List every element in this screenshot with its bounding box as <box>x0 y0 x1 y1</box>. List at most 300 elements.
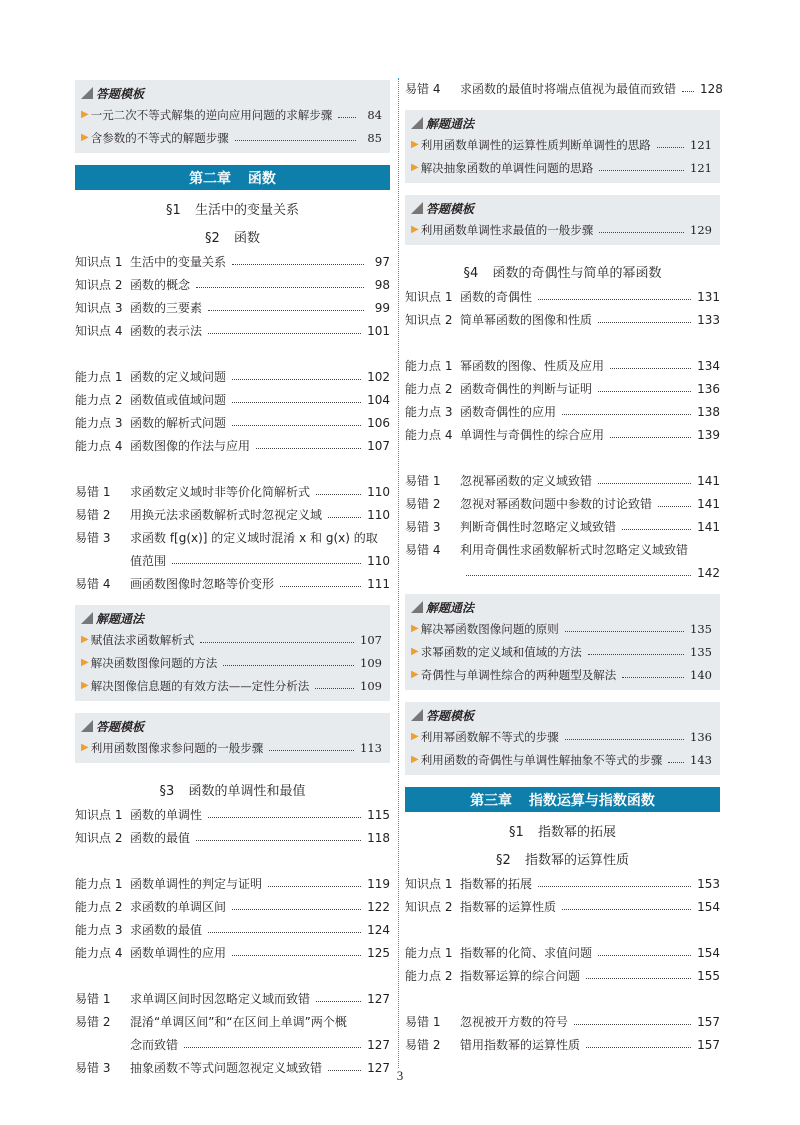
box-item-page: 109 <box>360 678 382 693</box>
entry-title: 函数的单调性 <box>130 808 203 822</box>
box-heading <box>81 716 382 736</box>
toc-entry[interactable] <box>405 941 720 964</box>
triangle-bullet-icon: ▶ <box>81 109 89 120</box>
entry-title: 单调性与奇偶性的综合应用 <box>460 428 605 442</box>
entry-page: 98 <box>374 277 390 292</box>
dot-leader <box>565 739 684 740</box>
entry-label: 能力点 3 <box>75 416 123 430</box>
method-box <box>75 605 390 701</box>
toc-entry-continuation[interactable] <box>405 561 720 584</box>
box-heading <box>81 608 382 628</box>
box-item-page: 121 <box>690 160 712 175</box>
dot-leader <box>338 117 356 118</box>
toc-entry[interactable] <box>405 469 720 492</box>
box-item[interactable] <box>81 126 382 149</box>
entry-label: 易错 1 <box>75 485 111 499</box>
dot-leader <box>598 322 691 323</box>
entry-label: 易错 2 <box>405 1038 441 1052</box>
corner-triangle-icon <box>81 720 93 732</box>
entry-title: 求函数的最值时将端点值视为最值而致错 <box>460 82 677 96</box>
dot-leader <box>268 886 361 887</box>
box-item-title: 利用函数单调性的运算性质判断单调性的思路 <box>420 137 651 152</box>
box-item-title: 利用函数图像求参问题的一般步骤 <box>90 740 264 755</box>
dot-leader <box>269 750 354 751</box>
dot-leader <box>208 310 364 311</box>
dot-leader <box>610 368 691 369</box>
toc-entry[interactable] <box>75 987 390 1010</box>
method-box <box>75 713 390 763</box>
triangle-bullet-icon: ▶ <box>411 623 419 634</box>
toc-entry[interactable] <box>405 308 720 331</box>
toc-entry[interactable] <box>75 273 390 296</box>
box-item[interactable] <box>411 640 712 663</box>
toc-entry[interactable] <box>405 895 720 918</box>
triangle-bullet-icon: ▶ <box>81 742 89 753</box>
entry-page: 141 <box>697 473 720 488</box>
entry-page: 139 <box>697 427 720 442</box>
spacer <box>405 331 720 354</box>
entry-label: 知识点 4 <box>75 324 123 338</box>
entry-label: 易错 1 <box>75 992 111 1006</box>
entry-label: 易错 3 <box>75 1061 111 1075</box>
dot-leader <box>599 232 684 233</box>
entry-page: 127 <box>367 991 390 1006</box>
entry-title: 函数奇偶性的应用 <box>460 405 557 419</box>
toc-entry-continuation[interactable] <box>75 1033 390 1056</box>
entry-title: 指数幂运算的综合问题 <box>460 969 581 983</box>
box-item-title: 解决函数图像问题的方法 <box>90 655 218 670</box>
box-item-page: 107 <box>360 632 382 647</box>
dot-leader <box>196 287 364 288</box>
dot-leader <box>256 448 361 449</box>
toc-entry[interactable] <box>405 1010 720 1033</box>
entry-label: 能力点 1 <box>75 877 123 891</box>
triangle-bullet-icon: ▶ <box>411 139 419 150</box>
dot-leader <box>232 379 361 380</box>
toc-entry[interactable] <box>75 895 390 918</box>
toc-entry[interactable] <box>405 354 720 377</box>
entry-title: 函数的奇偶性 <box>460 290 533 304</box>
box-heading-text: 答题模板 <box>96 86 145 101</box>
dot-leader <box>562 414 691 415</box>
entry-title: 函数的表示法 <box>130 324 203 338</box>
toc-entry[interactable] <box>405 964 720 987</box>
entry-page: 155 <box>697 968 720 983</box>
spacer <box>75 964 390 987</box>
box-item-page: 136 <box>690 729 712 744</box>
dot-leader <box>598 391 691 392</box>
toc-entry[interactable] <box>405 492 720 515</box>
box-item-page: 113 <box>360 740 382 755</box>
entry-title: 函数的概念 <box>130 278 191 292</box>
method-box <box>405 110 720 183</box>
entry-title: 函数的三要素 <box>130 301 203 315</box>
entry-page: 111 <box>367 576 390 591</box>
section-heading[interactable]: §4 函数的奇偶性与简单的幂函数 <box>463 265 662 281</box>
entry-label: 能力点 2 <box>405 382 453 396</box>
entry-label: 易错 4 <box>75 577 111 591</box>
column-divider <box>398 78 399 1068</box>
triangle-bullet-icon: ▶ <box>81 132 89 143</box>
dot-leader <box>208 333 361 334</box>
entry-page: 107 <box>367 438 390 453</box>
section-heading[interactable]: §2 函数 <box>205 230 260 246</box>
dot-leader <box>682 91 694 92</box>
box-item-title: 含参数的不等式的解题步骤 <box>90 130 229 145</box>
chapter-title-bar[interactable]: 第二章 函数 <box>75 165 390 190</box>
entry-title: 忽视对幂函数问题中参数的讨论致错 <box>460 497 653 511</box>
section-heading[interactable]: §1 生活中的变量关系 <box>166 202 299 218</box>
section-heading[interactable]: §2 指数幂的运算性质 <box>496 852 629 868</box>
method-box <box>75 80 390 153</box>
spacer <box>405 987 720 1010</box>
spacer <box>75 849 390 872</box>
entry-title: 函数值或值域问题 <box>130 393 227 407</box>
dot-leader <box>208 932 361 933</box>
entry-title: 简单幂函数的图像和性质 <box>460 313 593 327</box>
box-item-page: 84 <box>367 107 382 122</box>
box-item-title: 解决幂函数图像问题的原则 <box>420 621 559 636</box>
box-item-page: 109 <box>360 655 382 670</box>
entry-label: 能力点 1 <box>405 946 453 960</box>
box-item-title: 利用函数的奇偶性与单调性解抽象不等式的步骤 <box>420 752 663 767</box>
triangle-bullet-icon: ▶ <box>411 162 419 173</box>
method-box <box>405 702 720 775</box>
entry-page: 133 <box>697 312 720 327</box>
dot-leader <box>200 642 354 643</box>
entry-title: 指数幂的拓展 <box>460 877 533 891</box>
box-item-title: 奇偶性与单调性综合的两种题型及解法 <box>420 667 617 682</box>
entry-label: 能力点 4 <box>75 439 123 453</box>
entry-page: 153 <box>697 876 720 891</box>
entry-title: 函数单调性的判定与证明 <box>130 877 263 891</box>
entry-label: 知识点 1 <box>75 255 123 269</box>
dot-leader <box>208 817 361 818</box>
entry-page: 136 <box>697 381 720 396</box>
entry-page: 104 <box>367 392 390 407</box>
entry-title: 求函数 f[g(x)] 的定义域时混淆 x 和 g(x) 的取 <box>130 531 378 545</box>
corner-triangle-icon <box>411 202 423 214</box>
entry-label: 能力点 2 <box>75 393 123 407</box>
box-heading-text: 答题模板 <box>426 708 475 723</box>
toc-entry[interactable] <box>75 918 390 941</box>
toc-entry[interactable] <box>75 941 390 964</box>
box-item-title: 利用幂函数解不等式的步骤 <box>420 729 559 744</box>
toc-entry[interactable] <box>75 1010 390 1033</box>
dot-leader <box>538 299 691 300</box>
dot-leader <box>565 631 684 632</box>
entry-page: 142 <box>697 565 720 580</box>
entry-page: 157 <box>697 1037 720 1052</box>
entry-title: 函数的解析式问题 <box>130 416 227 430</box>
dot-leader <box>538 886 691 887</box>
entry-title: 函数的最值 <box>130 831 191 845</box>
entry-label: 易错 2 <box>75 508 111 522</box>
dot-leader <box>562 909 691 910</box>
entry-title: 函数单调性的应用 <box>130 946 227 960</box>
entry-title: 函数奇偶性的判断与证明 <box>460 382 593 396</box>
entry-page: 154 <box>697 899 720 914</box>
triangle-bullet-icon: ▶ <box>411 224 419 235</box>
section-heading[interactable]: §3 函数的单调性和最值 <box>159 783 306 799</box>
box-item-page: 85 <box>367 130 382 145</box>
entry-label: 知识点 2 <box>405 900 453 914</box>
box-heading <box>411 597 712 617</box>
entry-label: 能力点 1 <box>75 370 123 384</box>
box-item[interactable] <box>411 617 712 640</box>
box-item[interactable] <box>411 133 712 156</box>
toc-entry[interactable] <box>75 526 390 549</box>
box-heading <box>81 83 382 103</box>
entry-page: 128 <box>700 81 723 96</box>
toc-entry[interactable] <box>405 77 723 100</box>
dot-leader <box>328 517 361 518</box>
entry-label: 能力点 4 <box>405 428 453 442</box>
entry-label: 易错 3 <box>75 531 111 545</box>
box-item[interactable] <box>411 156 712 179</box>
entry-page: 101 <box>367 323 390 338</box>
dot-leader <box>610 437 691 438</box>
dot-leader <box>196 840 361 841</box>
entry-title: 利用奇偶性求函数解析式时忽略定义域致错 <box>460 543 689 557</box>
entry-title: 指数幂的化简、求值问题 <box>460 946 593 960</box>
entry-label: 知识点 2 <box>75 278 123 292</box>
entry-page: 102 <box>367 369 390 384</box>
entry-label: 易错 4 <box>405 82 441 96</box>
toc-entry[interactable] <box>75 388 390 411</box>
entry-title: 混淆“单调区间”和“在区间上单调”两个概 <box>130 1015 347 1029</box>
dot-leader <box>232 425 361 426</box>
box-heading-text: 解题通法 <box>426 600 475 615</box>
box-item[interactable] <box>411 218 712 241</box>
entry-label: 知识点 1 <box>75 808 123 822</box>
method-box <box>405 195 720 245</box>
spacer <box>405 446 720 469</box>
toc-entry[interactable] <box>405 872 720 895</box>
entry-label: 能力点 2 <box>405 969 453 983</box>
triangle-bullet-icon: ▶ <box>81 680 89 691</box>
box-item[interactable] <box>411 663 712 686</box>
dot-leader <box>235 140 356 141</box>
entry-title: 忽视幂函数的定义域致错 <box>460 474 593 488</box>
entry-page: 138 <box>697 404 720 419</box>
entry-page: 125 <box>367 945 390 960</box>
entry-page: 119 <box>367 876 390 891</box>
entry-page: 124 <box>367 922 390 937</box>
entry-label: 知识点 3 <box>75 301 123 315</box>
dot-leader <box>586 978 691 979</box>
spacer <box>75 342 390 365</box>
corner-triangle-icon <box>81 87 93 99</box>
box-heading-text: 答题模板 <box>96 719 145 734</box>
toc-entry[interactable] <box>405 1033 720 1056</box>
entry-page: 110 <box>367 507 390 522</box>
entry-page: 127 <box>367 1060 390 1075</box>
box-item[interactable] <box>81 103 382 126</box>
entry-label: 能力点 2 <box>75 900 123 914</box>
entry-page: 131 <box>697 289 720 304</box>
section-heading[interactable]: §1 指数幂的拓展 <box>509 824 616 840</box>
entry-page: 106 <box>367 415 390 430</box>
entry-label: 易错 3 <box>405 520 441 534</box>
triangle-bullet-icon: ▶ <box>411 646 419 657</box>
dot-leader <box>223 665 354 666</box>
dot-leader <box>599 170 684 171</box>
corner-triangle-icon <box>81 612 93 624</box>
entry-title: 幂函数的图像、性质及应用 <box>460 359 605 373</box>
entry-page: 134 <box>697 358 720 373</box>
dot-leader <box>172 563 361 564</box>
toc-entry[interactable] <box>75 250 390 273</box>
corner-triangle-icon <box>411 709 423 721</box>
toc-entry[interactable] <box>75 296 390 319</box>
toc-entry-continuation[interactable] <box>75 549 390 572</box>
toc-entry[interactable] <box>405 377 720 400</box>
entry-label: 易错 4 <box>405 543 441 557</box>
entry-label: 易错 2 <box>75 1015 111 1029</box>
spacer <box>405 918 720 941</box>
toc-entry[interactable] <box>75 572 390 595</box>
entry-page: 122 <box>367 899 390 914</box>
box-item[interactable] <box>81 736 382 759</box>
box-item-title: 求幂函数的定义域和值域的方法 <box>420 644 582 659</box>
box-item[interactable] <box>81 651 382 674</box>
toc-right-column <box>405 77 723 1056</box>
toc-entry[interactable] <box>75 872 390 895</box>
toc-entry[interactable] <box>75 365 390 388</box>
dot-leader <box>574 1024 691 1025</box>
triangle-bullet-icon: ▶ <box>411 754 419 765</box>
box-heading-text: 答题模板 <box>426 201 475 216</box>
corner-triangle-icon <box>411 117 423 129</box>
box-item-page: 135 <box>690 644 712 659</box>
entry-page: 141 <box>697 519 720 534</box>
entry-title: 函数的定义域问题 <box>130 370 227 384</box>
dot-leader <box>586 1047 691 1048</box>
entry-page: 115 <box>367 807 390 822</box>
entry-page: 118 <box>367 830 390 845</box>
entry-title: 求函数定义域时非等价化简解析式 <box>130 485 311 499</box>
triangle-bullet-icon: ▶ <box>81 657 89 668</box>
box-item[interactable] <box>411 725 712 748</box>
entry-page: 97 <box>374 254 390 269</box>
dot-leader <box>280 586 361 587</box>
box-heading <box>411 705 712 725</box>
dot-leader <box>232 264 364 265</box>
entry-title: 错用指数幂的运算性质 <box>460 1038 581 1052</box>
toc-entry[interactable] <box>405 285 720 308</box>
toc-entry[interactable] <box>75 503 390 526</box>
entry-label: 能力点 4 <box>75 946 123 960</box>
entry-page: 157 <box>697 1014 720 1029</box>
corner-triangle-icon <box>411 601 423 613</box>
box-item-page: 135 <box>690 621 712 636</box>
toc-entry[interactable] <box>405 538 720 561</box>
box-item-page: 143 <box>690 752 712 767</box>
box-item-page: 140 <box>690 667 712 682</box>
toc-entry[interactable] <box>75 411 390 434</box>
dot-leader <box>232 955 361 956</box>
entry-title: 求函数的单调区间 <box>130 900 227 914</box>
box-heading-text: 解题通法 <box>96 611 145 626</box>
box-item[interactable] <box>81 628 382 651</box>
entry-page: 127 <box>367 1037 390 1052</box>
entry-title: 判断奇偶性时忽略定义域致错 <box>460 520 617 534</box>
box-item-page: 129 <box>690 222 712 237</box>
entry-label: 易错 1 <box>405 474 441 488</box>
toc-entry[interactable] <box>405 515 720 538</box>
chapter-title-bar[interactable]: 第三章 指数运算与指数函数 <box>405 787 720 812</box>
entry-title: 函数图像的作法与应用 <box>130 439 251 453</box>
dot-leader <box>668 762 684 763</box>
entry-title: 求单调区间时因忽略定义域而致错 <box>130 992 311 1006</box>
dot-leader <box>657 147 684 148</box>
box-heading-text: 解题通法 <box>426 116 475 131</box>
dot-leader <box>598 955 691 956</box>
entry-label: 知识点 1 <box>405 877 453 891</box>
box-heading <box>411 198 712 218</box>
dot-leader <box>316 1001 361 1002</box>
dot-leader <box>588 654 684 655</box>
entry-label: 知识点 2 <box>405 313 453 327</box>
dot-leader <box>316 494 361 495</box>
dot-leader <box>232 402 361 403</box>
entry-page: 110 <box>367 553 390 568</box>
dot-leader <box>598 483 691 484</box>
entry-label: 能力点 3 <box>75 923 123 937</box>
box-item-title: 一元二次不等式解集的逆向应用问题的求解步骤 <box>90 107 333 122</box>
toc-entry[interactable] <box>405 400 720 423</box>
box-item-title: 解决图像信息题的有效方法——定性分析法 <box>90 678 310 693</box>
toc-entry[interactable] <box>75 434 390 457</box>
dot-leader <box>184 1047 361 1048</box>
dot-leader <box>466 575 691 576</box>
dot-leader <box>658 506 691 507</box>
triangle-bullet-icon: ▶ <box>81 634 89 645</box>
toc-entry[interactable] <box>75 803 390 826</box>
entry-page: 110 <box>367 484 390 499</box>
method-box <box>405 594 720 690</box>
toc-entry[interactable] <box>75 826 390 849</box>
entry-page: 141 <box>697 496 720 511</box>
entry-title-continued: 念而致错 <box>130 1038 179 1052</box>
toc-entry[interactable] <box>75 319 390 342</box>
entry-label: 知识点 1 <box>405 290 453 304</box>
entry-title: 求函数的最值 <box>130 923 203 937</box>
entry-title: 忽视被开方数的符号 <box>460 1015 569 1029</box>
dot-leader <box>315 688 354 689</box>
box-item-page: 121 <box>690 137 712 152</box>
box-item-title: 赋值法求函数解析式 <box>90 632 195 647</box>
entry-title: 指数幂的运算性质 <box>460 900 557 914</box>
box-heading <box>411 113 712 133</box>
box-item-title: 解决抽象函数的单调性问题的思路 <box>420 160 594 175</box>
entry-title: 抽象函数不等式问题忽视定义域致错 <box>130 1061 323 1075</box>
entry-title: 用换元法求函数解析式时忽视定义域 <box>130 508 323 522</box>
toc-entry[interactable] <box>405 423 720 446</box>
entry-label: 能力点 3 <box>405 405 453 419</box>
entry-label: 知识点 2 <box>75 831 123 845</box>
box-item-title: 利用函数单调性求最值的一般步骤 <box>420 222 594 237</box>
entry-page: 99 <box>374 300 390 315</box>
entry-title: 生活中的变量关系 <box>130 255 227 269</box>
toc-entry[interactable] <box>75 480 390 503</box>
toc-left-column <box>75 80 390 1079</box>
box-item[interactable] <box>411 748 712 771</box>
triangle-bullet-icon: ▶ <box>411 731 419 742</box>
box-item[interactable] <box>81 674 382 697</box>
entry-label: 易错 1 <box>405 1015 441 1029</box>
